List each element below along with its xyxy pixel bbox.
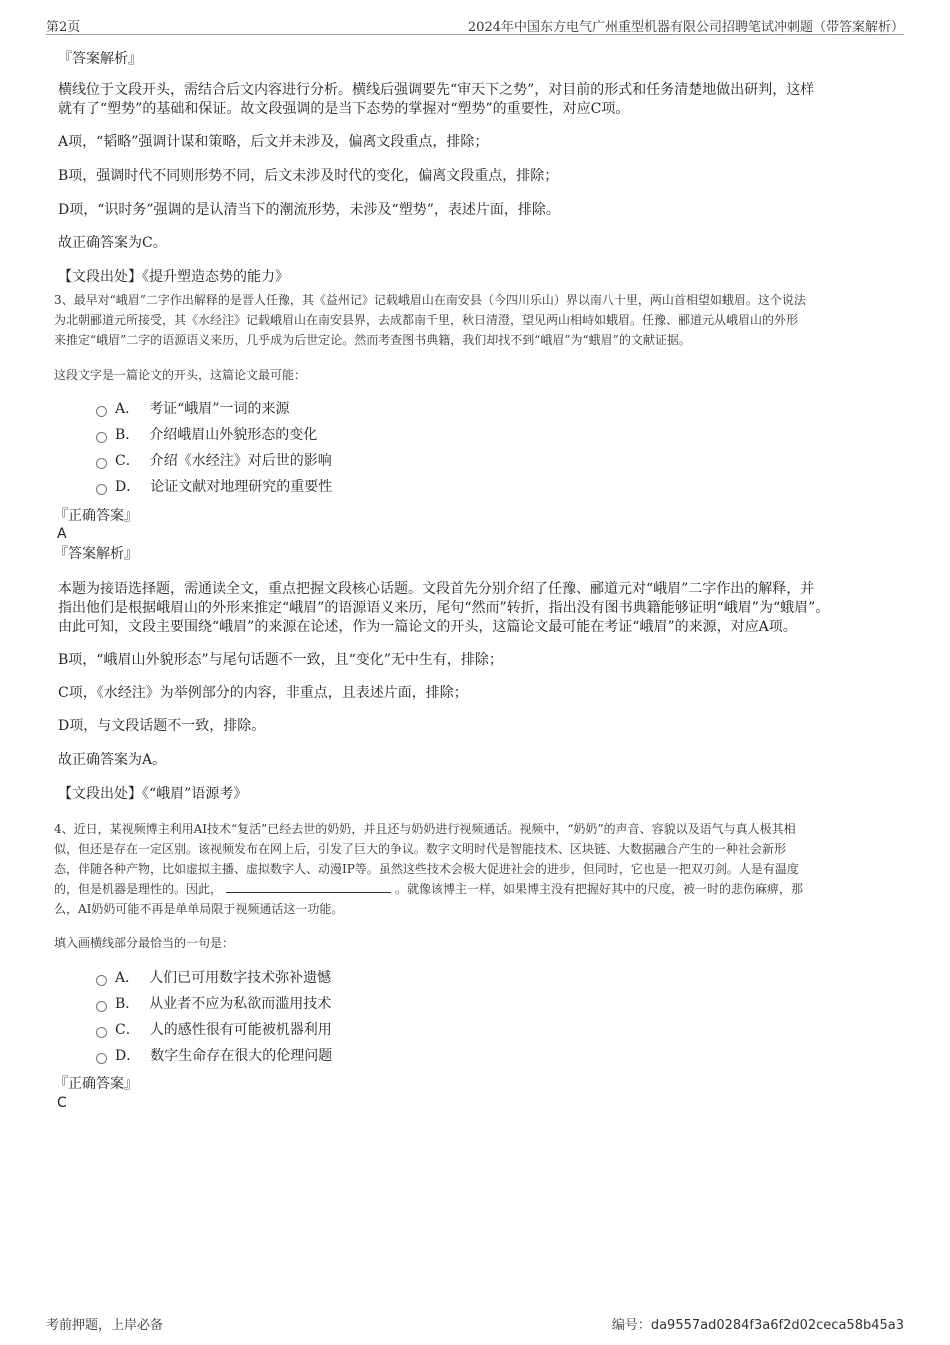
q4-option-d[interactable]: D． 数字生命存在很大的伦理问题 — [96, 1047, 332, 1065]
radio-icon[interactable] — [96, 406, 107, 417]
q3-analysis-line1: 本题为接语选择题，需通读全文，重点把握文段核心话题。文段首先分别介绍了任豫、郦道元对“峨眉”二字作出的解释，并 — [58, 581, 815, 597]
q3-source: 【文段出处】《“峨眉”语源考》 — [58, 786, 248, 802]
q4-option-a[interactable]: A． 人们已可用数字技术弥补遗憾 — [96, 969, 331, 987]
radio-icon[interactable] — [96, 975, 107, 986]
footer-code: 编号：da9557ad0284f3a6f2d02ceca58b45a3 — [611, 1318, 904, 1333]
q4-option-c[interactable]: C． 人的感性很有可能被机器利用 — [96, 1021, 332, 1039]
document-title: 2024年中国东方电气广州重型机器有限公司招聘笔试冲刺题（带答案解析） — [467, 20, 904, 35]
q3-option-d[interactable]: D． 论证文献对地理研究的重要性 — [96, 478, 332, 496]
footer-slogan: 考前押题，上岸必备 — [46, 1318, 164, 1333]
q4-stem-line2: 似，但还是存在一定区别。该视频发布在网上后，引发了巨大的争议。数字文明时代是智能技术、区块链、大数据融合产生的一种社会新形 — [54, 842, 787, 856]
q3-answer: A — [57, 526, 67, 542]
q3-stem-line2: 为北朝郦道元所接受，其《水经注》记载峨眉山在南安县界，去成都南千里，秋日清澄，望见两山相峙如蛾眉。任豫、郦道元从峨眉山的外形 — [54, 313, 799, 327]
q2-analysis-a: A项，“韬略”强调计谋和策略，后文并未涉及，偏离文段重点，排除； — [58, 134, 489, 150]
page-number: 第2页 — [46, 20, 81, 35]
q4-stem-line1: 4、近日，某视频博主利用AI技术“复活”已经去世的奶奶，并且还与奶奶进行视频通话。视频中，“奶奶”的声音、容貌以及语气与真人极其相 — [54, 822, 796, 836]
q2-analysis-line2: 就有了“塑势”的基础和保证。故文段强调的是当下态势的掌握对“塑势”的重要性，对应C项。 — [58, 101, 630, 117]
q3-stem-line3: 来推定“峨眉”二字的语源语义来历，几乎成为后世定论。然而考查图书典籍，我们却找不到“峨眉”为“蛾眉”的文献证据。 — [54, 333, 691, 347]
q3-analysis-label: 『答案解析』 — [54, 546, 138, 562]
q3-conclusion: 故正确答案为A。 — [58, 752, 167, 768]
q2-analysis-b: B项，强调时代不同则形势不同，后文未涉及时代的变化，偏离文段重点，排除； — [58, 168, 559, 184]
q3-analysis-line3: 由此可知，文段主要围绕“峨眉”的来源在论述，作为一篇论文的开头，这篇论文最可能在考证“峨眉”的来源，对应A项。 — [58, 619, 797, 635]
q2-analysis-d: D项，“识时务”强调的是认清当下的潮流形势，未涉及“塑势”，表述片面，排除。 — [58, 202, 560, 218]
q2-analysis-label: 『答案解析』 — [58, 51, 142, 67]
radio-icon[interactable] — [96, 1001, 107, 1012]
q3-analysis-d: D项，与文段话题不一致，排除。 — [58, 718, 266, 734]
q4-option-b[interactable]: B． 从业者不应为私欲而滥用技术 — [96, 995, 331, 1013]
q3-analysis-b: B项，“峨眉山外貌形态”与尾句话题不一致，且“变化”无中生有，排除； — [58, 652, 503, 668]
q4-answer: C — [57, 1095, 67, 1111]
q2-source: 【文段出处】《提升塑造态势的能力》 — [58, 269, 289, 285]
radio-icon[interactable] — [96, 432, 107, 443]
q4-stem-line4: 的，但是机器是理性的。因此， 。就像该博主一样，如果博主没有把握好其中的尺度，被一时的悲伤麻痹，那 — [54, 882, 804, 896]
radio-icon[interactable] — [96, 1027, 107, 1038]
radio-icon[interactable] — [96, 458, 107, 469]
radio-icon[interactable] — [96, 1053, 107, 1064]
header-divider — [46, 34, 904, 35]
answer-blank — [226, 880, 391, 893]
q3-option-a[interactable]: A． 考证“峨眉”一词的来源 — [96, 400, 289, 418]
q3-answer-label: 『正确答案』 — [54, 508, 138, 524]
radio-icon[interactable] — [96, 484, 107, 495]
q3-prompt: 这段文字是一篇论文的开头，这篇论文最可能： — [54, 368, 307, 382]
q3-analysis-c: C项，《水经注》为举例部分的内容，非重点，且表述片面，排除； — [58, 685, 468, 701]
q2-conclusion: 故正确答案为C。 — [58, 235, 167, 251]
q3-analysis-line2: 指出他们是根据峨眉山的外形来推定“峨眉”的语源语义来历，尾句“然而”转折，指出没有图书典籍能够证明“峨眉”为“蛾眉”。 — [58, 600, 830, 616]
q4-stem-line3: 态，伴随各种产物，比如虚拟主播、虚拟数字人、动漫IP等。虽然这些技术会极大促进社会的进步，但同时，它也是一把双刃剑。人是有温度 — [54, 862, 799, 876]
q4-prompt: 填入画横线部分最恰当的一句是： — [54, 936, 235, 950]
q3-stem-line1: 3、最早对“峨眉”二字作出解释的是晋人任豫，其《益州记》记载峨眉山在南安县（今四川乐山）界以南八十里，两山首相望如蛾眉。这个说法 — [54, 293, 806, 307]
q3-option-b[interactable]: B． 介绍峨眉山外貌形态的变化 — [96, 426, 317, 444]
q3-option-c[interactable]: C． 介绍《水经注》对后世的影响 — [96, 452, 332, 470]
q2-analysis-line1: 横线位于文段开头，需结合后文内容进行分析。横线后强调要先“审天下之势”，对目前的形式和任务清楚地做出研判，这样 — [58, 82, 815, 98]
q4-answer-label: 『正确答案』 — [54, 1076, 138, 1092]
q4-stem-line5: 么，AI奶奶可能不再是单单局限于视频通话这一功能。 — [54, 902, 344, 916]
